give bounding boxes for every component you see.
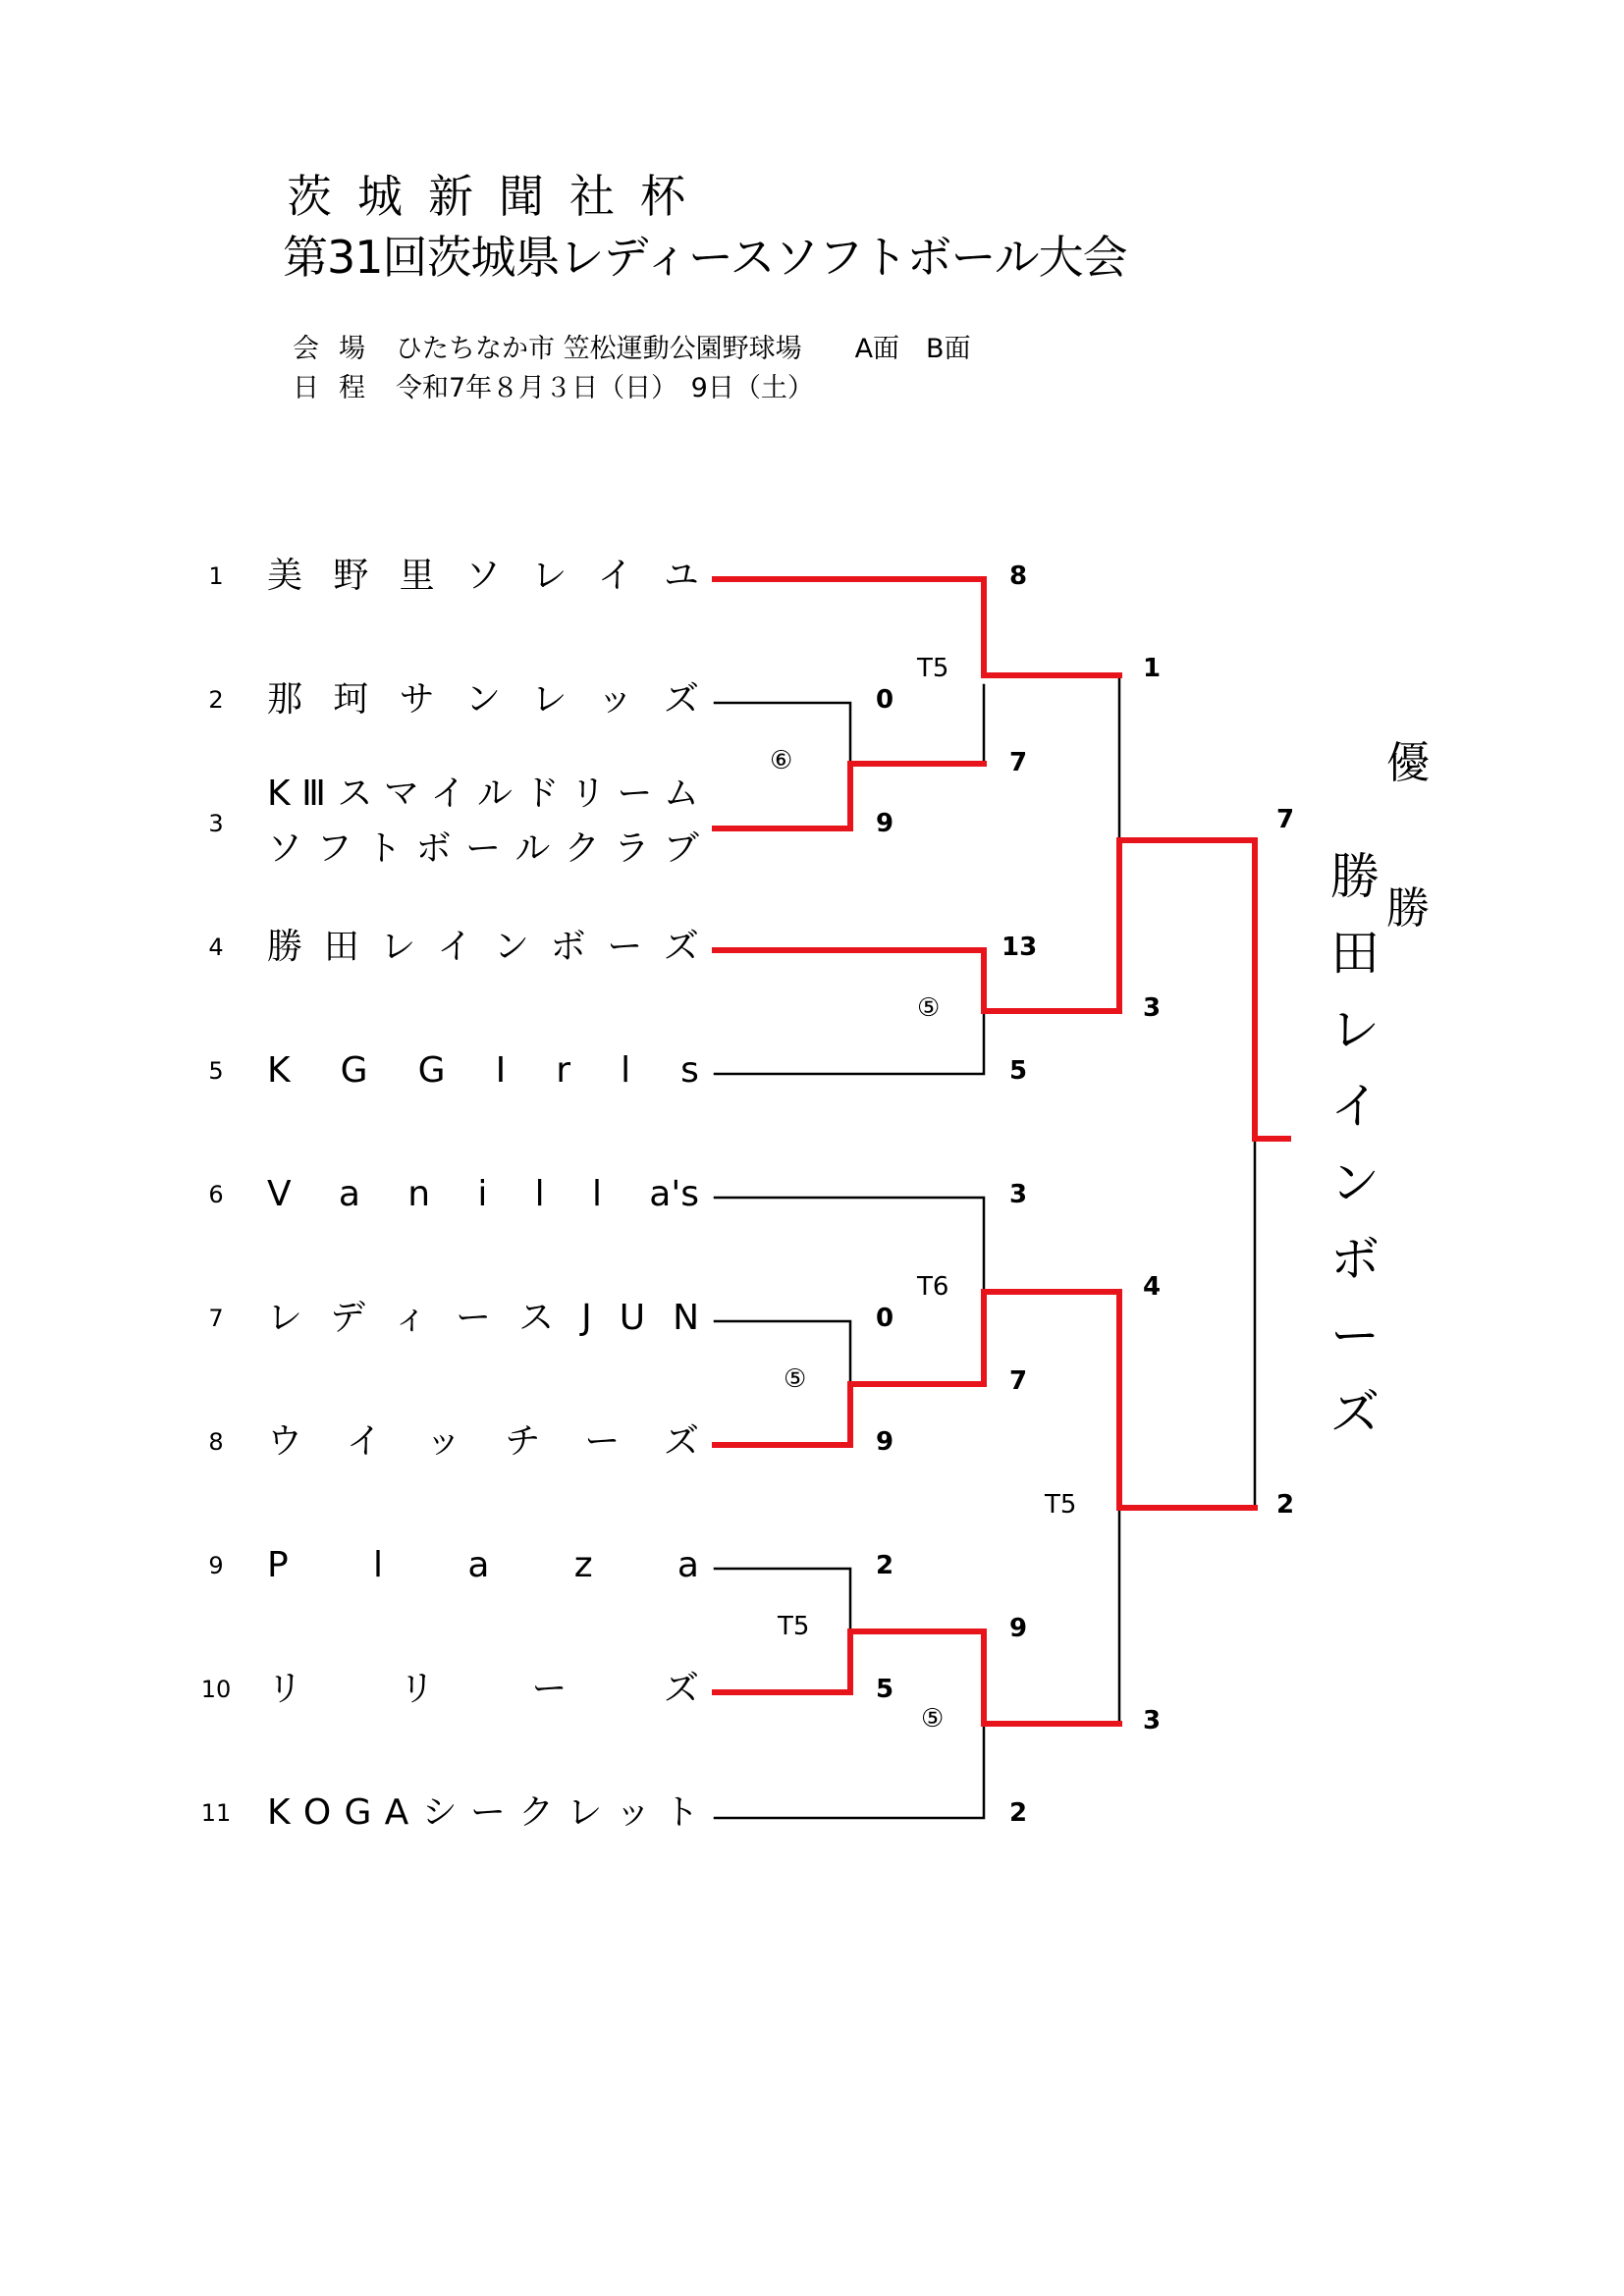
score: 7 [1009,1366,1028,1396]
champion-label-char: 勝 [1386,883,1430,934]
team-name-glyph: Ⅲ [301,774,326,814]
team-name-glyph: ン [493,927,529,967]
team-name-glyph: レ [267,1298,303,1338]
team-name-glyph: ユ [663,556,699,596]
bracket-line [715,1011,984,1074]
page-title-line1: 茨城新聞社杯 [287,170,711,223]
score: 0 [876,685,894,715]
seed-number: 11 [200,1799,232,1827]
team-name-glyph: 勝 [267,927,303,967]
team-name-glyph: ズ [663,927,699,967]
score: 2 [876,1551,894,1580]
team-name-glyph: ー [617,774,653,814]
score: 13 [1001,933,1038,962]
team-name-glyph: J [581,1298,592,1338]
seed-number: 1 [208,562,224,590]
score: 0 [876,1304,894,1333]
team-name-glyph: ー [469,1792,506,1833]
team-name-glyph: ー [464,828,501,869]
team-name-glyph: ッ [425,1421,461,1462]
game-note: T5 [778,1612,810,1641]
team-name-glyph: ソ [267,828,303,869]
bracket-line [715,1321,850,1384]
team-name-glyph: G [344,1792,372,1833]
team-name-glyph: l [534,1174,545,1214]
game-note: ⑤ [917,993,941,1023]
winner-line [715,764,984,828]
team-name-glyph: G [340,1050,368,1091]
team-name-glyph: P [267,1545,289,1585]
team-name-glyph: A [384,1792,409,1833]
score: 9 [876,1427,894,1457]
team-name-glyph: ウ [267,1421,303,1462]
team-name-glyph: リ [267,1669,303,1709]
game-note: T5 [917,654,949,683]
team-name-glyph: ィ [393,1298,429,1338]
team-name-glyph: レ [567,1792,603,1833]
seed-number: 7 [208,1305,224,1332]
score: 5 [1009,1056,1028,1086]
team-name-glyph: r [556,1050,571,1091]
champion-name-char: レ [1330,1001,1380,1058]
score: 5 [876,1675,894,1704]
score: 3 [1009,1180,1028,1209]
winner-line [715,1292,1255,1508]
team-name-glyph: リ [569,774,606,814]
team-name-glyph: ッ [597,679,633,720]
team-name-glyph: 田 [323,927,359,967]
team-name-glyph: G [417,1050,446,1091]
champion-name-char: ズ [1330,1384,1380,1441]
seed-number: 9 [208,1552,224,1579]
score: 7 [1276,805,1295,834]
champion-label-char: 優 [1386,738,1430,788]
team-name-glyph: イ [437,927,473,967]
team-name-glyph: ラ [614,828,650,869]
team-name-glyph: ン [464,679,501,720]
team-name-glyph: i [477,1174,488,1214]
team-name-glyph: ズ [663,1421,699,1462]
seed-number: 5 [208,1057,224,1085]
seed-number: 2 [208,686,224,714]
venue-value: ひたちなか市 笠松運動公園野球場 A面 B面 [396,334,971,364]
team-name-glyph: レ [531,679,568,720]
bracket-lines-red [715,579,1288,1724]
team-name-glyph: ル [476,774,513,814]
score: 9 [1009,1614,1028,1643]
team-name-glyph: サ [399,679,435,720]
seed-number: 3 [208,810,224,837]
seed-number: 6 [208,1181,224,1208]
team-name-glyph: ー [607,927,643,967]
team-name-glyph: チ [505,1421,541,1462]
team-name-glyph: ク [564,828,600,869]
team-name-glyph: K [267,1792,291,1833]
game-note: ⑤ [921,1704,945,1734]
page-title-line2: 第31回茨城県レディースソフトボール大会 [283,231,1127,284]
team-name-glyph: s [680,1050,699,1091]
team-name-glyph: ッ [615,1792,651,1833]
team-name-glyph: l [591,1174,602,1214]
team-name-glyph: ズ [663,1669,699,1709]
team-name-glyph: a's [649,1174,699,1214]
team-name-glyph: ー [531,1669,568,1709]
game-note: T6 [917,1272,949,1302]
team-name-glyph: リ [399,1669,435,1709]
schedule-label: 日程 [293,373,385,403]
team-name-glyph: a [338,1174,360,1214]
score: 4 [1143,1272,1162,1302]
team-name-glyph: イ [597,556,633,596]
team-name-glyph: ク [518,1792,555,1833]
team-name-glyph: イ [346,1421,382,1462]
team-name-glyph: ル [514,828,551,869]
team-name-glyph: U [619,1298,646,1338]
score: 1 [1143,654,1162,683]
team-name-glyph: V [267,1174,292,1214]
team-name-glyph: ト [663,1792,699,1833]
team-name-glyph: l [621,1050,631,1091]
winner-line [715,1631,1119,1724]
game-note: T5 [1045,1490,1077,1520]
score: 2 [1009,1798,1028,1828]
score: 3 [1143,993,1162,1023]
team-name-glyph: a [467,1545,490,1585]
champion-name-char: ー [1330,1308,1380,1364]
team-name-glyph: ー [456,1298,492,1338]
team-name-glyph: デ [330,1298,366,1338]
team-name-glyph: マ [383,774,419,814]
team-name-glyph: l [373,1545,384,1585]
score: 2 [1276,1490,1295,1520]
team-name-glyph: 野 [333,556,369,596]
champion-name-char: 田 [1330,925,1380,982]
team-name-glyph: ド [523,774,560,814]
team-name-glyph: 那 [267,679,303,720]
team-name-glyph: シ [421,1792,458,1833]
team-name-glyph: ソ [464,556,501,596]
champion-name-char: ボ [1330,1231,1380,1288]
team-name-glyph: ー [584,1421,621,1462]
score: 9 [876,809,894,838]
team-name-glyph: z [573,1545,593,1585]
team-name-glyph: K [267,774,291,814]
champion-name-char: ン [1330,1154,1380,1211]
team-name-glyph: ボ [550,927,586,967]
team-name-glyph: フ [316,828,352,869]
team-name-glyph: レ [380,927,416,967]
team-name-glyph: I [495,1050,507,1091]
team-name-glyph: 美 [267,556,303,596]
team-name-glyph: ム [663,774,699,814]
team-name-glyph: ト [365,828,402,869]
seed-number: 4 [208,934,224,961]
score: 7 [1009,748,1028,777]
team-name-glyph: 珂 [333,679,369,720]
team-name-glyph: イ [430,774,466,814]
seed-number: 8 [208,1428,224,1456]
seed-number: 10 [200,1676,232,1703]
champion-name-char: イ [1330,1078,1380,1135]
team-name-glyph: 里 [399,556,435,596]
team-name-glyph: n [407,1174,431,1214]
score: 3 [1143,1706,1162,1735]
team-name-glyph: K [267,1050,291,1091]
team-name-glyph: レ [531,556,568,596]
venue-label: 会場 [293,334,385,364]
score: 8 [1009,561,1028,591]
champion-name [1326,838,1384,1451]
winner-line [715,840,1288,1139]
team-name-glyph: N [673,1298,699,1338]
schedule-value: 令和7年８月３日（日） 9日（土） [396,373,814,403]
team-name-glyph: ズ [663,679,699,720]
bracket-line [715,1724,984,1818]
team-name-glyph: a [677,1545,699,1585]
team-name-glyph: ス [518,1298,555,1338]
team-name-glyph: ボ [415,828,452,869]
game-note: ⑤ [784,1364,807,1394]
team-name-glyph: ス [337,774,373,814]
team-name-glyph: ブ [663,828,699,869]
champion-name-char: 勝 [1330,848,1380,905]
game-note: ⑥ [770,746,793,775]
team-name-glyph: O [302,1792,332,1833]
